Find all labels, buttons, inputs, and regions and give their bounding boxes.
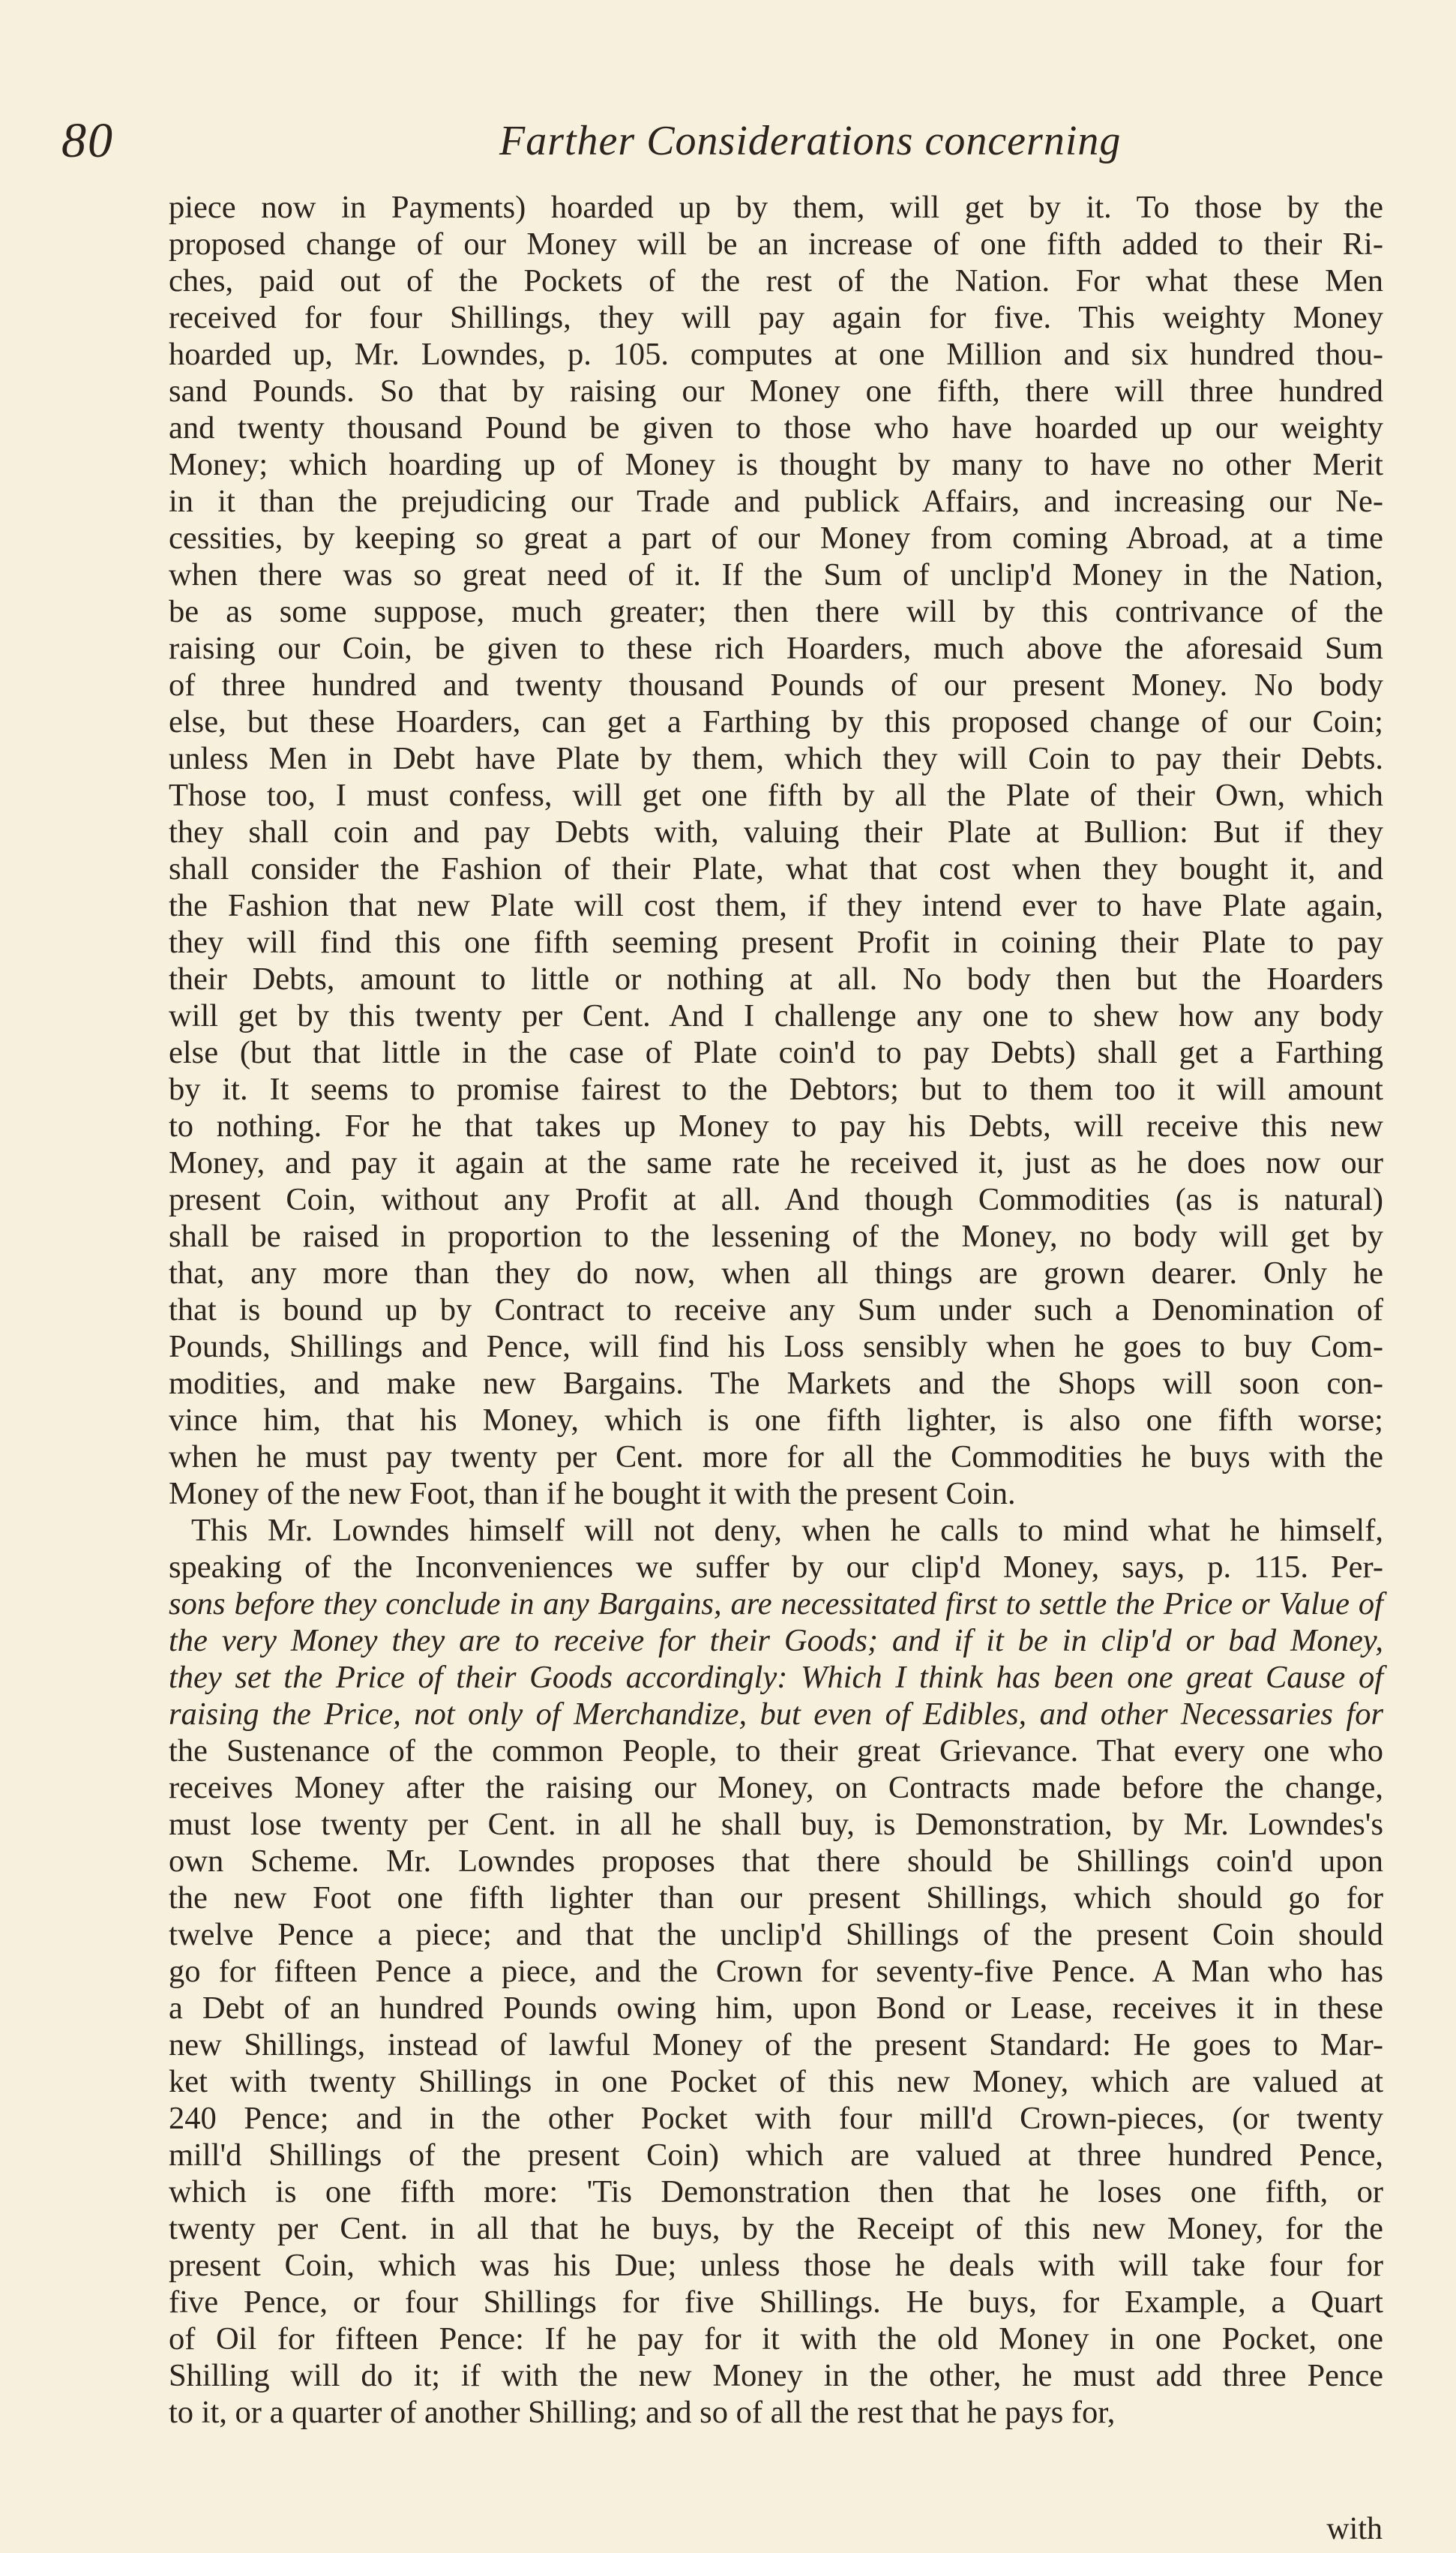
text-line: This Mr. Lowndes himself will not deny, when he calls to mind what he himself,	[191, 1513, 1383, 1548]
text-line: Pounds, Shillings and Pence, will find his Loss sensibly when he goes to buy Com-	[169, 1329, 1383, 1364]
text-line: proposed change of our Money will be an increase of one fifth added to their Ri-	[169, 226, 1383, 262]
text-line: that, any more than they do now, when all things are grown dearer. Only he	[169, 1256, 1383, 1291]
text-line: Money; which hoarding up of Money is thought by many to have no other Merit	[169, 447, 1383, 482]
text-line: to nothing. For he that takes up Money to pay his Debts, will receive this new	[169, 1108, 1383, 1144]
text-line: Money of the new Foot, than if he bought it with the present Coin.	[169, 1476, 1016, 1511]
text-line: twenty per Cent. in all that he buys, by the Receipt of this new Money, for the	[169, 2211, 1383, 2246]
text-line: go for fifteen Pence a piece, and the Crown for seventy-five Pence. A Man who has	[169, 1954, 1383, 1989]
text-line: mill'd Shillings of the present Coin) which are valued at three hundred Pence,	[169, 2138, 1383, 2173]
text-line: else (but that little in the case of Plate coin'd to pay Debts) shall get a Farthing	[169, 1035, 1383, 1070]
text-line: shall be raised in proportion to the lessening of the Money, no body will get by	[169, 1219, 1383, 1254]
text-line: present Coin, which was his Due; unless those he deals with will take four for	[169, 2248, 1383, 2283]
text-line: their Debts, amount to little or nothing at all. No body then but the Hoarders	[169, 962, 1383, 997]
text-line: Money, and pay it again at the same rate he received it, just as he does now our	[169, 1145, 1383, 1180]
text-line: new Shillings, instead of lawful Money of the present Standard: He goes to Mar-	[169, 2027, 1383, 2062]
page-header	[49, 112, 1366, 172]
text-line: shall consider the Fashion of their Plate, what that cost when they bought it, and	[169, 851, 1383, 886]
text-line: five Pence, or four Shillings for five Shillings. He buys, for Example, a Quart	[169, 2284, 1383, 2320]
text-line: present Coin, without any Profit at all. And though Commodities (as is natural)	[169, 1182, 1383, 1217]
text-line: 240 Pence; and in the other Pocket with four mill'd Crown-pieces, (or twenty	[169, 2101, 1383, 2136]
text-line: by it. It seems to promise fairest to the Debtors; but to them too it will amount	[169, 1072, 1383, 1107]
text-line: hoarded up, Mr. Lowndes, p. 105. computes at one Million and six hundred thou-	[169, 337, 1383, 372]
text-line: twelve Pence a piece; and that the unclip'd Shillings of the present Coin should	[169, 1917, 1383, 1952]
text-line: the very Money they are to receive for their Goods; and if it be in clip'd or bad Money,	[169, 1623, 1383, 1658]
text-line: ket with twenty Shillings in one Pocket of this new Money, which are valued at	[169, 2064, 1383, 2099]
text-line: Those too, I must confess, will get one fifth by all the Plate of their Own, which	[169, 778, 1383, 813]
text-line: which is one fifth more: 'Tis Demonstration then that he loses one fifth, or	[169, 2174, 1383, 2210]
text-line: piece now in Payments) hoarded up by them, will get by it. To those by the	[169, 190, 1383, 225]
text-line: cessities, by keeping so great a part of our Money from coming Abroad, at a time	[169, 520, 1383, 556]
catchword: with	[1326, 2512, 1383, 2546]
text-line: else, but these Hoarders, can get a Farthing by this proposed change of our Coin;	[169, 704, 1383, 740]
text-line: speaking of the Inconveniences we suffer by our clip'd Money, says, p. 115. Per-	[169, 1550, 1383, 1585]
text-line: when he must pay twenty per Cent. more for all the Commodities he buys with the	[169, 1439, 1383, 1474]
text-line: modities, and make new Bargains. The Markets and the Shops will soon con-	[169, 1366, 1383, 1401]
text-line: sand Pounds. So that by raising our Money one fifth, there will three hundred	[169, 374, 1383, 409]
text-line: of three hundred and twenty thousand Pounds of our present Money. No body	[169, 668, 1383, 703]
text-line: unless Men in Debt have Plate by them, which they will Coin to pay their Debts.	[169, 741, 1383, 776]
text-line: of Oil for fifteen Pence: If he pay for it with the old Money in one Pocket, one	[169, 2321, 1383, 2356]
text-line: to it, or a quarter of another Shilling; and so of all the rest that he pays for,	[169, 2395, 1116, 2430]
text-line: the Fashion that new Plate will cost them, if they intend ever to have Plate again,	[169, 888, 1383, 923]
text-line: they will find this one fifth seeming present Profit in coining their Plate to pay	[169, 925, 1383, 960]
text-line: own Scheme. Mr. Lowndes proposes that there should be Shillings coin'd upon	[169, 1844, 1383, 1879]
text-line: the new Foot one fifth lighter than our present Shillings, which should go for	[169, 1880, 1383, 1916]
text-line: a Debt of an hundred Pounds owing him, upon Bond or Lease, receives it in these	[169, 1990, 1383, 2026]
text-line: vince him, that his Money, which is one fifth lighter, is also one fifth worse;	[169, 1402, 1383, 1438]
running-title: Farther Considerations concerning	[499, 118, 1122, 164]
text-line: raising our Coin, be given to these rich Hoarders, much above the aforesaid Sum	[169, 631, 1383, 666]
text-line: raising the Price, not only of Merchandize, but even of Edibles, and other Necessaries for	[169, 1696, 1383, 1732]
text-line: in it than the prejudicing our Trade and publick Affairs, and increasing our Ne-	[169, 484, 1383, 519]
text-line: when there was so great need of it. If the Sum of unclip'd Money in the Nation,	[169, 557, 1383, 592]
text-line: ches, paid out of the Pockets of the rest of the Nation. For what these Men	[169, 263, 1383, 298]
text-line: will get by this twenty per Cent. And I challenge any one to shew how any body	[169, 998, 1383, 1034]
text-line: sons before they conclude in any Bargains, are necessitated first to settle the Price or Value of	[169, 1586, 1383, 1622]
text-line: and twenty thousand Pound be given to those who have hoarded up our weighty	[169, 410, 1383, 446]
text-line: that is bound up by Contract to receive any Sum under such a Denomination of	[169, 1292, 1383, 1328]
text-line: receives Money after the raising our Money, on Contracts made before the change,	[169, 1770, 1383, 1805]
text-line: the Sustenance of the common People, to their great Grievance. That every one who	[169, 1733, 1383, 1768]
text-line: must lose twenty per Cent. in all he shall buy, is Demonstration, by Mr. Lowndes's	[169, 1807, 1383, 1842]
text-line: be as some suppose, much greater; then there will by this contrivance of the	[169, 594, 1383, 629]
text-line: they set the Price of their Goods accordingly: Which I think has been one great Cause of	[169, 1660, 1383, 1695]
page-number: 80	[61, 113, 114, 168]
text-line: Shilling will do it; if with the new Money in the other, he must add three Pence	[169, 2358, 1383, 2393]
text-line: received for four Shillings, they will pay again for five. This weighty Money	[169, 300, 1383, 335]
text-line: they shall coin and pay Debts with, valuing their Plate at Bullion: But if they	[169, 814, 1383, 850]
